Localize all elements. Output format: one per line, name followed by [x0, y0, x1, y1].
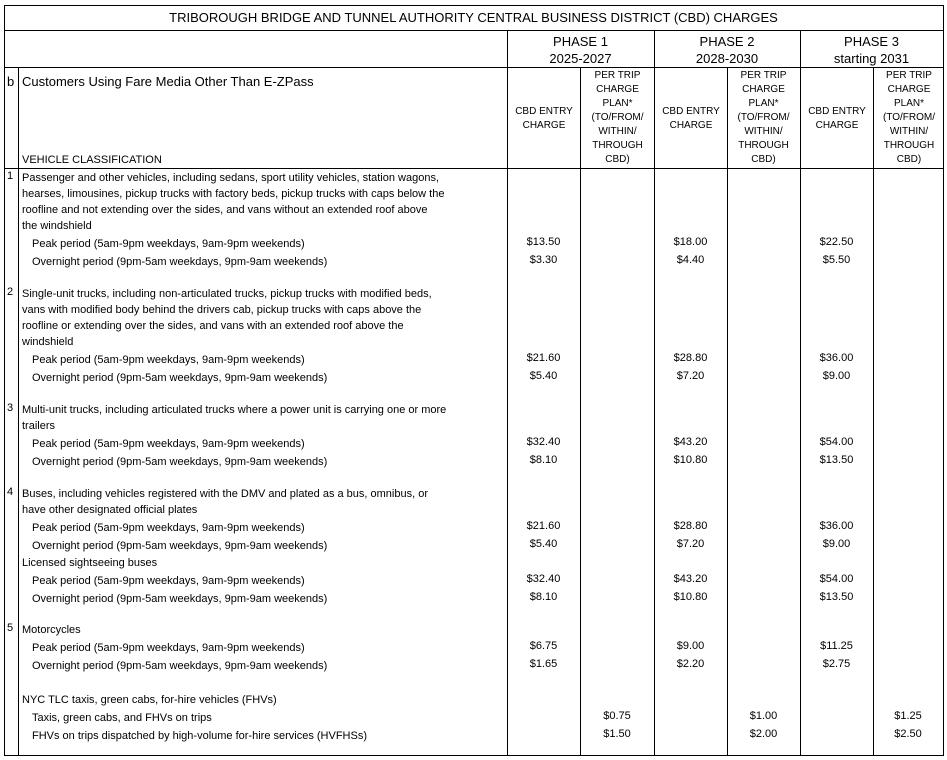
- section-letter: b: [7, 74, 15, 89]
- group-5-number: 5: [7, 622, 14, 634]
- group-2-row-1-phase2-value: $28.80: [673, 352, 708, 364]
- group-1-desc-line: hearses, limousines, pickup trucks with factory beds, pickup trucks with caps below the: [22, 188, 445, 200]
- group-4-desc-line: have other designated official plates: [22, 504, 198, 516]
- group-5-desc-line: Motorcycles: [22, 624, 81, 636]
- group-1-row-2-phase1-value: $3.30: [529, 254, 558, 266]
- rule-bottom: [4, 755, 944, 756]
- phase2-entry-header: CBD ENTRY CHARGE: [662, 106, 720, 131]
- rule-phase1-mid: [580, 67, 581, 755]
- tlc-row-1-label: Taxis, green cabs, and FHVs on trips: [32, 712, 212, 724]
- document-title: TRIBOROUGH BRIDGE AND TUNNEL AUTHORITY CENTRAL BUSINESS DISTRICT (CBD) CHARGES: [169, 10, 778, 25]
- group-4-row-1-label: Peak period (5am-9pm weekdays, 9am-9pm weekends): [32, 522, 305, 534]
- group-5-row-1-phase2-value: $9.00: [676, 640, 705, 652]
- group-1-row-1-phase2-value: $18.00: [673, 236, 708, 248]
- group-4-sub-row-1-phase3-value: $54.00: [819, 573, 854, 585]
- rule-top: [4, 5, 944, 6]
- phase2-pertrip-header: PER TRIP CHARGE PLAN* (TO/FROM/ WITHIN/ THROUGH CBD): [737, 70, 790, 165]
- group-4-sub-row-1-phase2-value: $43.20: [673, 573, 708, 585]
- tlc-row-2-phase2-value: $2.00: [749, 728, 778, 740]
- group-2-desc-line: roofline or extending over the sides, and vans with an extended roof above the: [22, 320, 404, 332]
- tlc-row-1-phase1-value: $0.75: [603, 710, 631, 722]
- tlc-row-1-phase3-value: $1.25: [894, 710, 922, 722]
- group-2-number: 2: [7, 286, 14, 298]
- group-3-row-2-label: Overnight period (9pm-5am weekdays, 9pm-9am weekends): [32, 456, 328, 468]
- group-2-desc-line: windshield: [22, 336, 74, 348]
- phase2-years: 2028-2030: [695, 51, 759, 66]
- group-3-row-2-phase1-value: $8.10: [529, 454, 558, 466]
- group-1-desc-line: Passenger and other vehicles, including sedans, sport utility vehicles, station wagons,: [22, 172, 440, 184]
- group-4-row-1-phase2-value: $28.80: [673, 520, 708, 532]
- group-3-row-2-phase3-value: $13.50: [819, 454, 854, 466]
- rule-left: [4, 5, 5, 755]
- group-1-row-1-label: Peak period (5am-9pm weekdays, 9am-9pm weekends): [32, 238, 305, 250]
- group-2-row-1-phase1-value: $21.60: [526, 352, 561, 364]
- group-5-row-1-phase3-value: $11.25: [820, 640, 853, 652]
- group-3-row-1-phase1-value: $32.40: [526, 436, 561, 448]
- group-1-desc-line: the windshield: [22, 220, 92, 232]
- tlc-row-1-phase2-value: $1.00: [749, 710, 778, 722]
- group-1-row-1-phase3-value: $22.50: [819, 236, 854, 248]
- group-4-sub-row-1-phase1-value: $32.40: [526, 573, 561, 585]
- group-5-row-1-phase1-value: $6.75: [529, 640, 558, 652]
- section-title: Customers Using Fare Media Other Than E-ZPass: [22, 74, 314, 89]
- vehicle-classification-header: VEHICLE CLASSIFICATION: [22, 154, 162, 166]
- phase2-name: PHASE 2: [699, 34, 755, 49]
- group-2-desc-line: vans with modified body behind the drivers cab, pickup trucks with caps above the: [22, 304, 422, 316]
- group-4-number: 4: [7, 486, 14, 498]
- tlc-row-2-phase1-value: $1.50: [603, 728, 631, 740]
- group-4-row-2-phase2-value: $7.20: [676, 538, 705, 550]
- group-1-row-1-phase1-value: $13.50: [526, 236, 561, 248]
- group-2-row-2-label: Overnight period (9pm-5am weekdays, 9pm-9am weekends): [32, 372, 328, 384]
- group-2-row-2-phase2-value: $7.20: [676, 370, 705, 382]
- tlc-row-2-phase3-value: $2.50: [894, 728, 922, 740]
- group-4-row-1-phase1-value: $21.60: [526, 520, 561, 532]
- group-5-row-2-label: Overnight period (9pm-5am weekdays, 9pm-9am weekends): [32, 660, 328, 672]
- group-4-row-2-phase1-value: $5.40: [529, 538, 558, 550]
- tlc-title: NYC TLC taxis, green cabs, for-hire vehicles (FHVs): [22, 694, 277, 706]
- group-1-row-2-phase2-value: $4.40: [676, 254, 705, 266]
- group-3-number: 3: [7, 402, 14, 414]
- phase1-entry-header: CBD ENTRY CHARGE: [515, 106, 573, 131]
- group-4-sub-row-2-phase2-value: $10.80: [673, 591, 708, 603]
- group-3-row-1-label: Peak period (5am-9pm weekdays, 9am-9pm weekends): [32, 438, 305, 450]
- phase1-years: 2025-2027: [549, 51, 612, 66]
- group-4-sub-title: Licensed sightseeing buses: [22, 557, 158, 569]
- group-4-desc-line: Buses, including vehicles registered with the DMV and plated as a bus, omnibus, or: [22, 488, 428, 500]
- group-2-row-2-phase3-value: $9.00: [822, 370, 851, 382]
- group-3-desc-line: Multi-unit trucks, including articulated trucks where a power unit is carrying one or more: [22, 404, 447, 416]
- group-3-row-1-phase2-value: $43.20: [673, 436, 708, 448]
- group-4-row-2-label: Overnight period (9pm-5am weekdays, 9pm-9am weekends): [32, 540, 328, 552]
- rule-letter: [18, 67, 19, 755]
- group-4-sub-row-2-label: Overnight period (9pm-5am weekdays, 9pm-9am weekends): [32, 593, 328, 605]
- group-1-row-2-label: Overnight period (9pm-5am weekdays, 9pm-9am weekends): [32, 256, 328, 268]
- phase3-years: starting 2031: [833, 51, 910, 66]
- group-4-sub-row-2-phase3-value: $13.50: [819, 591, 854, 603]
- phase1-name: PHASE 1: [553, 34, 608, 49]
- group-5-row-2-phase2-value: $2.20: [676, 658, 705, 670]
- group-1-desc-line: roofline and not extending over the sides, and vans without an extended roof above: [22, 204, 428, 216]
- rule-phase3-mid: [873, 67, 874, 755]
- tlc-row-2-label: FHVs on trips dispatched by high-volume for-hire services (HVFHSs): [32, 730, 368, 742]
- group-3-row-1-phase3-value: $54.00: [819, 436, 854, 448]
- rule-phase-bottom: [4, 67, 944, 68]
- phase3-pertrip-header: PER TRIP CHARGE PLAN* (TO/FROM/ WITHIN/ THROUGH CBD): [882, 70, 936, 165]
- group-5-row-1-label: Peak period (5am-9pm weekdays, 9am-9pm weekends): [32, 642, 305, 654]
- group-4-sub-row-2-phase1-value: $8.10: [529, 591, 558, 603]
- group-5-row-2-phase3-value: $2.75: [822, 658, 851, 670]
- rule-phase2-mid: [727, 67, 728, 755]
- group-2-row-2-phase1-value: $5.40: [529, 370, 558, 382]
- group-4-sub-row-1-label: Peak period (5am-9pm weekdays, 9am-9pm weekends): [32, 575, 305, 587]
- group-2-row-1-phase3-value: $36.00: [819, 352, 854, 364]
- group-1-number: 1: [7, 170, 14, 182]
- rule-title-bottom: [4, 30, 944, 31]
- phase3-entry-header: CBD ENTRY CHARGE: [808, 106, 866, 131]
- phase1-pertrip-header: PER TRIP CHARGE PLAN* (TO/FROM/ WITHIN/ THROUGH CBD): [591, 70, 644, 165]
- group-2-row-1-label: Peak period (5am-9pm weekdays, 9am-9pm weekends): [32, 354, 305, 366]
- group-4-row-1-phase3-value: $36.00: [819, 520, 854, 532]
- rule-header-bottom: [4, 168, 944, 169]
- group-3-desc-line: trailers: [22, 420, 56, 432]
- group-2-desc-line: Single-unit trucks, including non-articulated trucks, pickup trucks with modified beds,: [22, 288, 432, 300]
- phase3-name: PHASE 3: [844, 34, 899, 49]
- group-4-row-2-phase3-value: $9.00: [822, 538, 851, 550]
- group-3-row-2-phase2-value: $10.80: [673, 454, 708, 466]
- group-1-row-2-phase3-value: $5.50: [822, 254, 851, 266]
- rule-right: [943, 5, 944, 755]
- group-5-row-2-phase1-value: $1.65: [529, 658, 558, 670]
